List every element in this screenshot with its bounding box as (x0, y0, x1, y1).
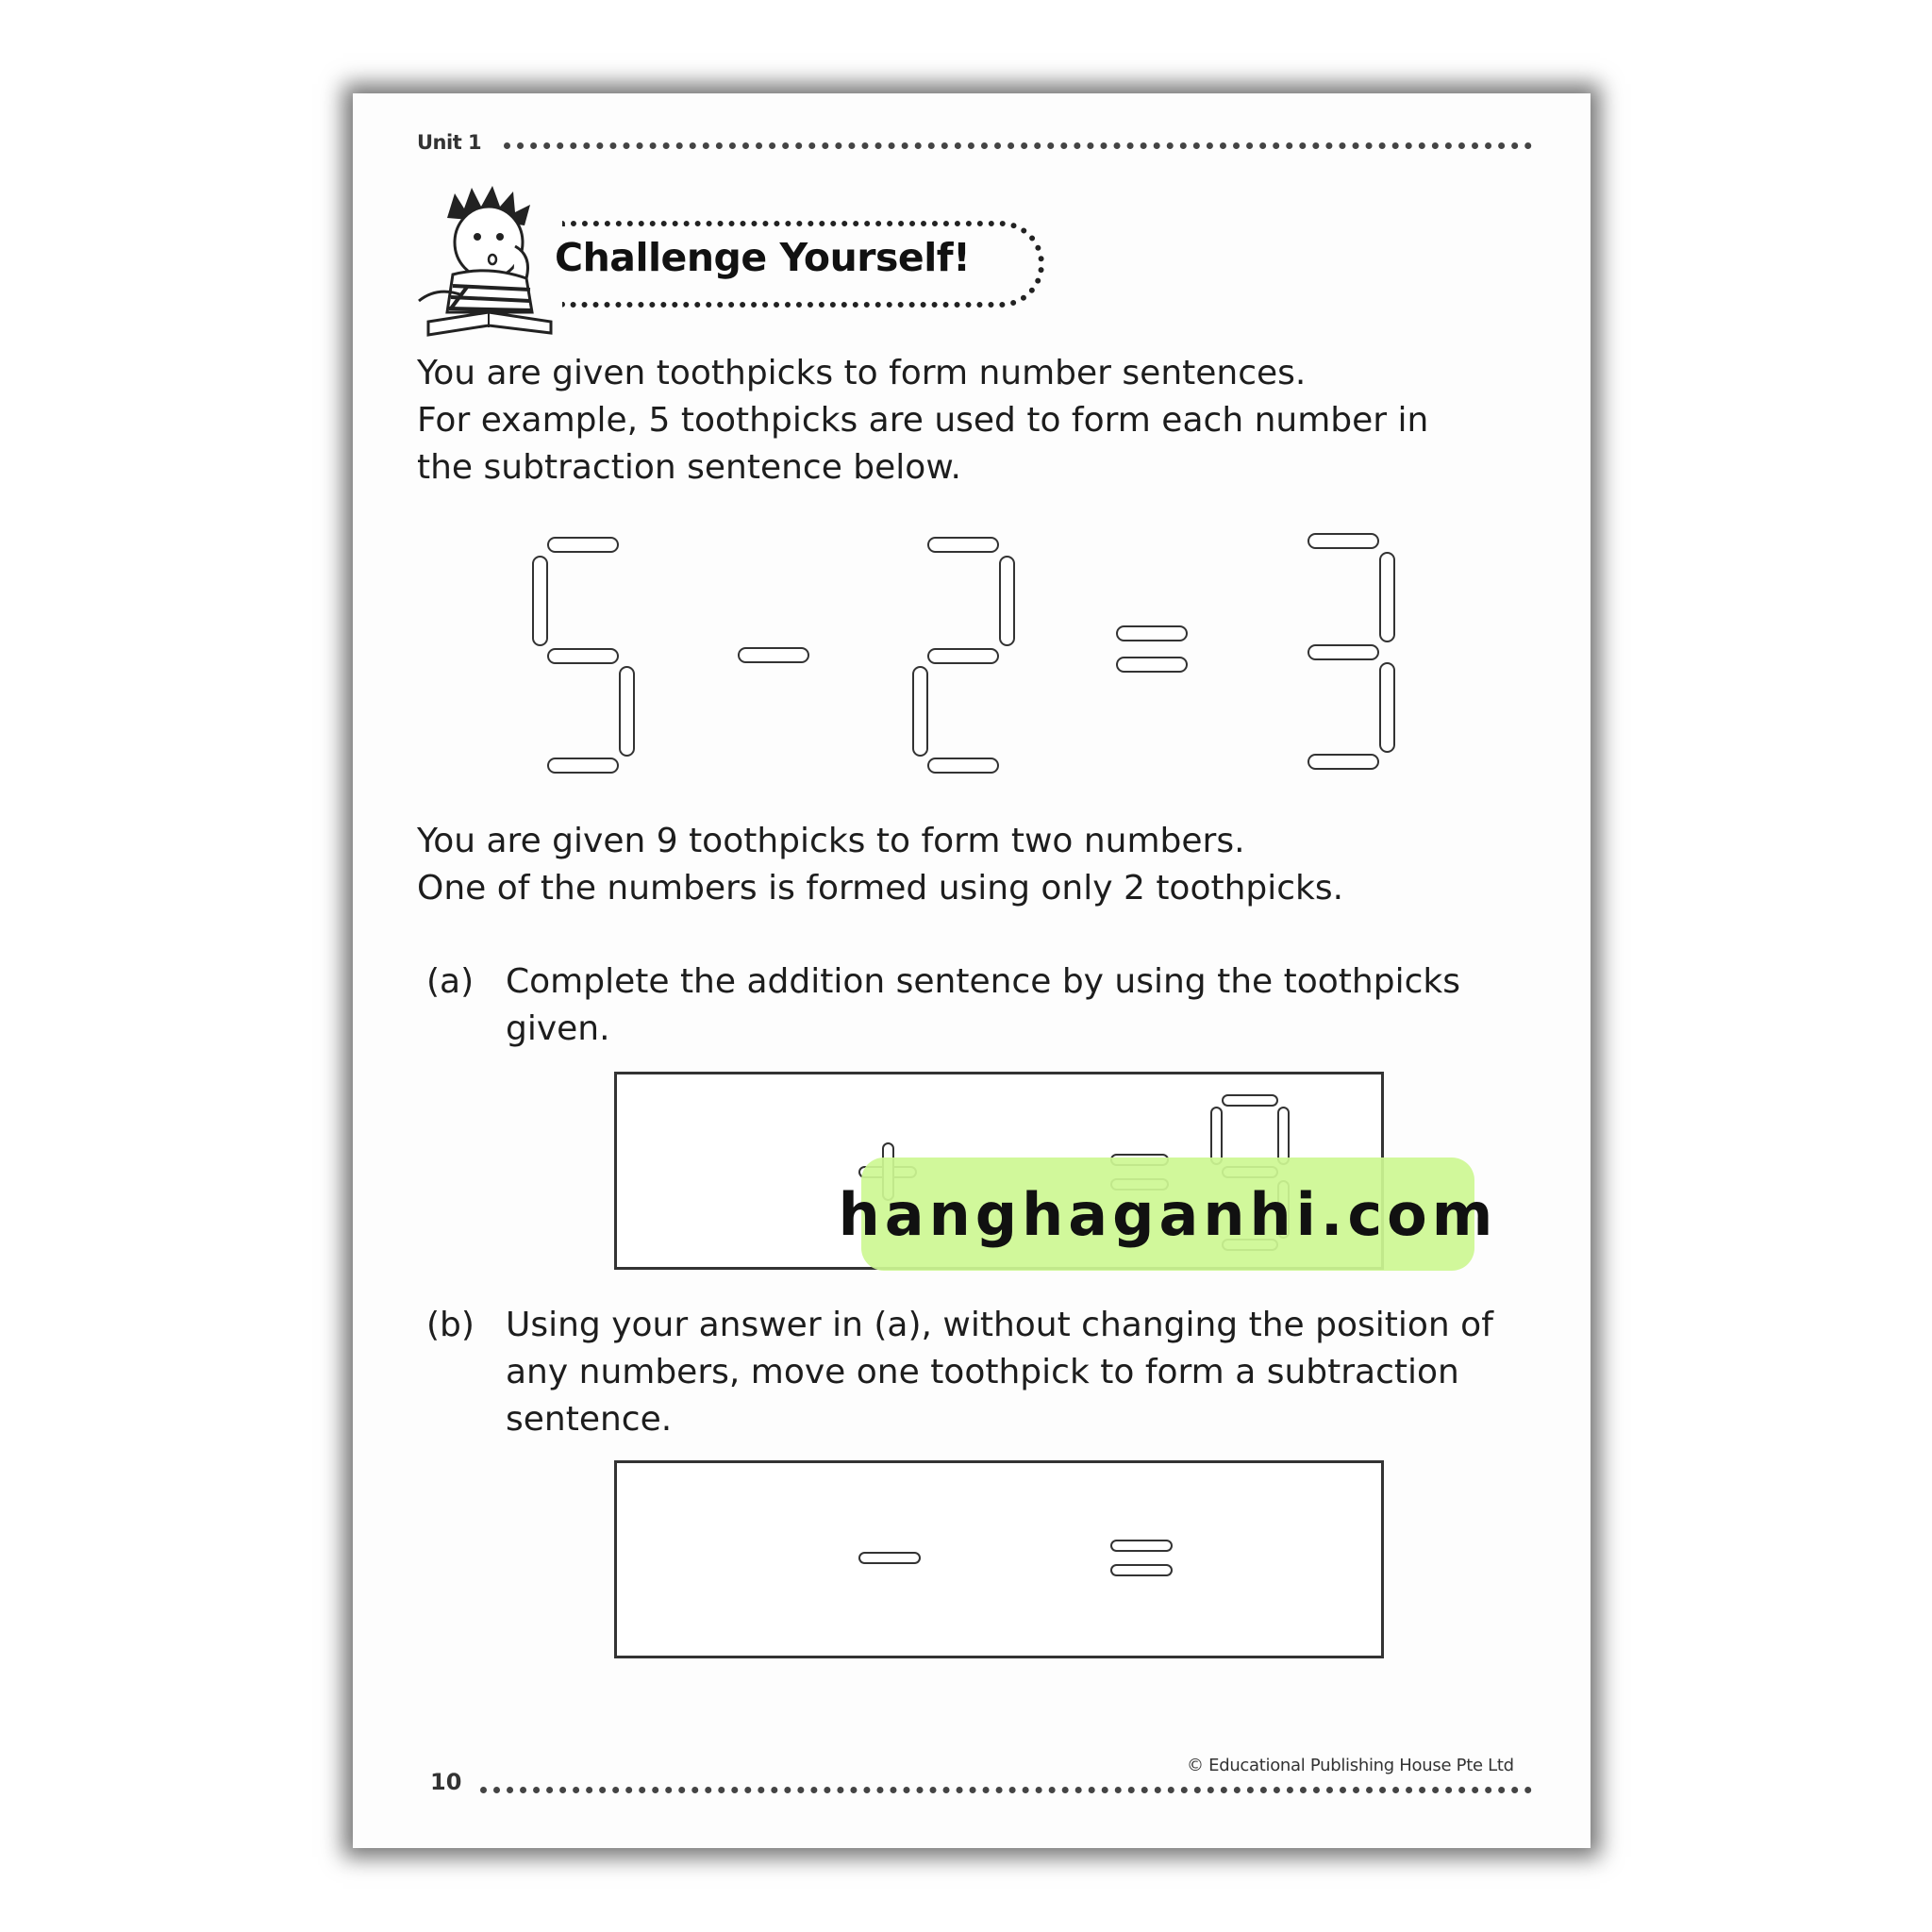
task-paragraph (417, 818, 1343, 912)
toothpick (999, 556, 1015, 646)
copyright-text: © Educational Publishing House Pte Ltd (1187, 1756, 1514, 1775)
toothpick (738, 647, 809, 663)
toothpick (1307, 754, 1379, 770)
equals-toothpick (1110, 1564, 1173, 1576)
toothpick (1379, 662, 1395, 753)
task-line: One of the numbers is formed using only 2 toothpicks. (417, 869, 1344, 908)
toothpick (1116, 625, 1188, 641)
toothpick (547, 648, 619, 664)
toothpick (912, 666, 928, 757)
question-a-line: Complete the addition sentence by using the toothpicks (506, 962, 1460, 1001)
question-b-line: any numbers, move one toothpick to form a subtraction (506, 1353, 1459, 1391)
intro-line: the subtraction sentence below. (417, 448, 961, 487)
banner-title: Challenge Yourself! (555, 235, 971, 280)
toothpick (927, 648, 999, 664)
toothpick (1307, 533, 1379, 549)
question-b-text (506, 1302, 1524, 1443)
minus-toothpick (858, 1552, 921, 1564)
question-a-label: (a) (426, 962, 475, 1001)
answer-box-b[interactable] (614, 1460, 1384, 1658)
task-line: You are given 9 toothpicks to form two numbers. (417, 822, 1245, 860)
page-number: 10 (430, 1769, 462, 1795)
result-toothpick (1277, 1107, 1290, 1165)
toothpick (547, 537, 619, 553)
footer-dotted-rule (480, 1787, 1532, 1793)
question-b-line: Using your answer in (a), without changing the position of (506, 1306, 1493, 1344)
worksheet-page (353, 93, 1591, 1848)
watermark-text: hanghaganhi.com (838, 1179, 1498, 1249)
question-a-text (506, 958, 1524, 1053)
question-b-label: (b) (426, 1306, 475, 1344)
equals-toothpick (1110, 1540, 1173, 1552)
intro-line: For example, 5 toothpicks are used to form each number in (417, 401, 1429, 440)
toothpick (1379, 552, 1395, 642)
toothpick (927, 758, 999, 774)
intro-line: You are given toothpicks to form number sentences. (417, 354, 1307, 392)
toothpick (1307, 644, 1379, 660)
question-a-line: given. (506, 1009, 610, 1048)
result-toothpick (1210, 1107, 1223, 1165)
question-b-line: sentence. (506, 1400, 673, 1439)
toothpick (1116, 657, 1188, 673)
result-toothpick (1222, 1094, 1278, 1107)
watermark-badge (838, 1158, 1498, 1271)
toothpick (547, 758, 619, 774)
unit-label: Unit 1 (417, 131, 482, 154)
toothpick (927, 537, 999, 553)
toothpick (619, 666, 635, 757)
toothpick (532, 556, 548, 646)
